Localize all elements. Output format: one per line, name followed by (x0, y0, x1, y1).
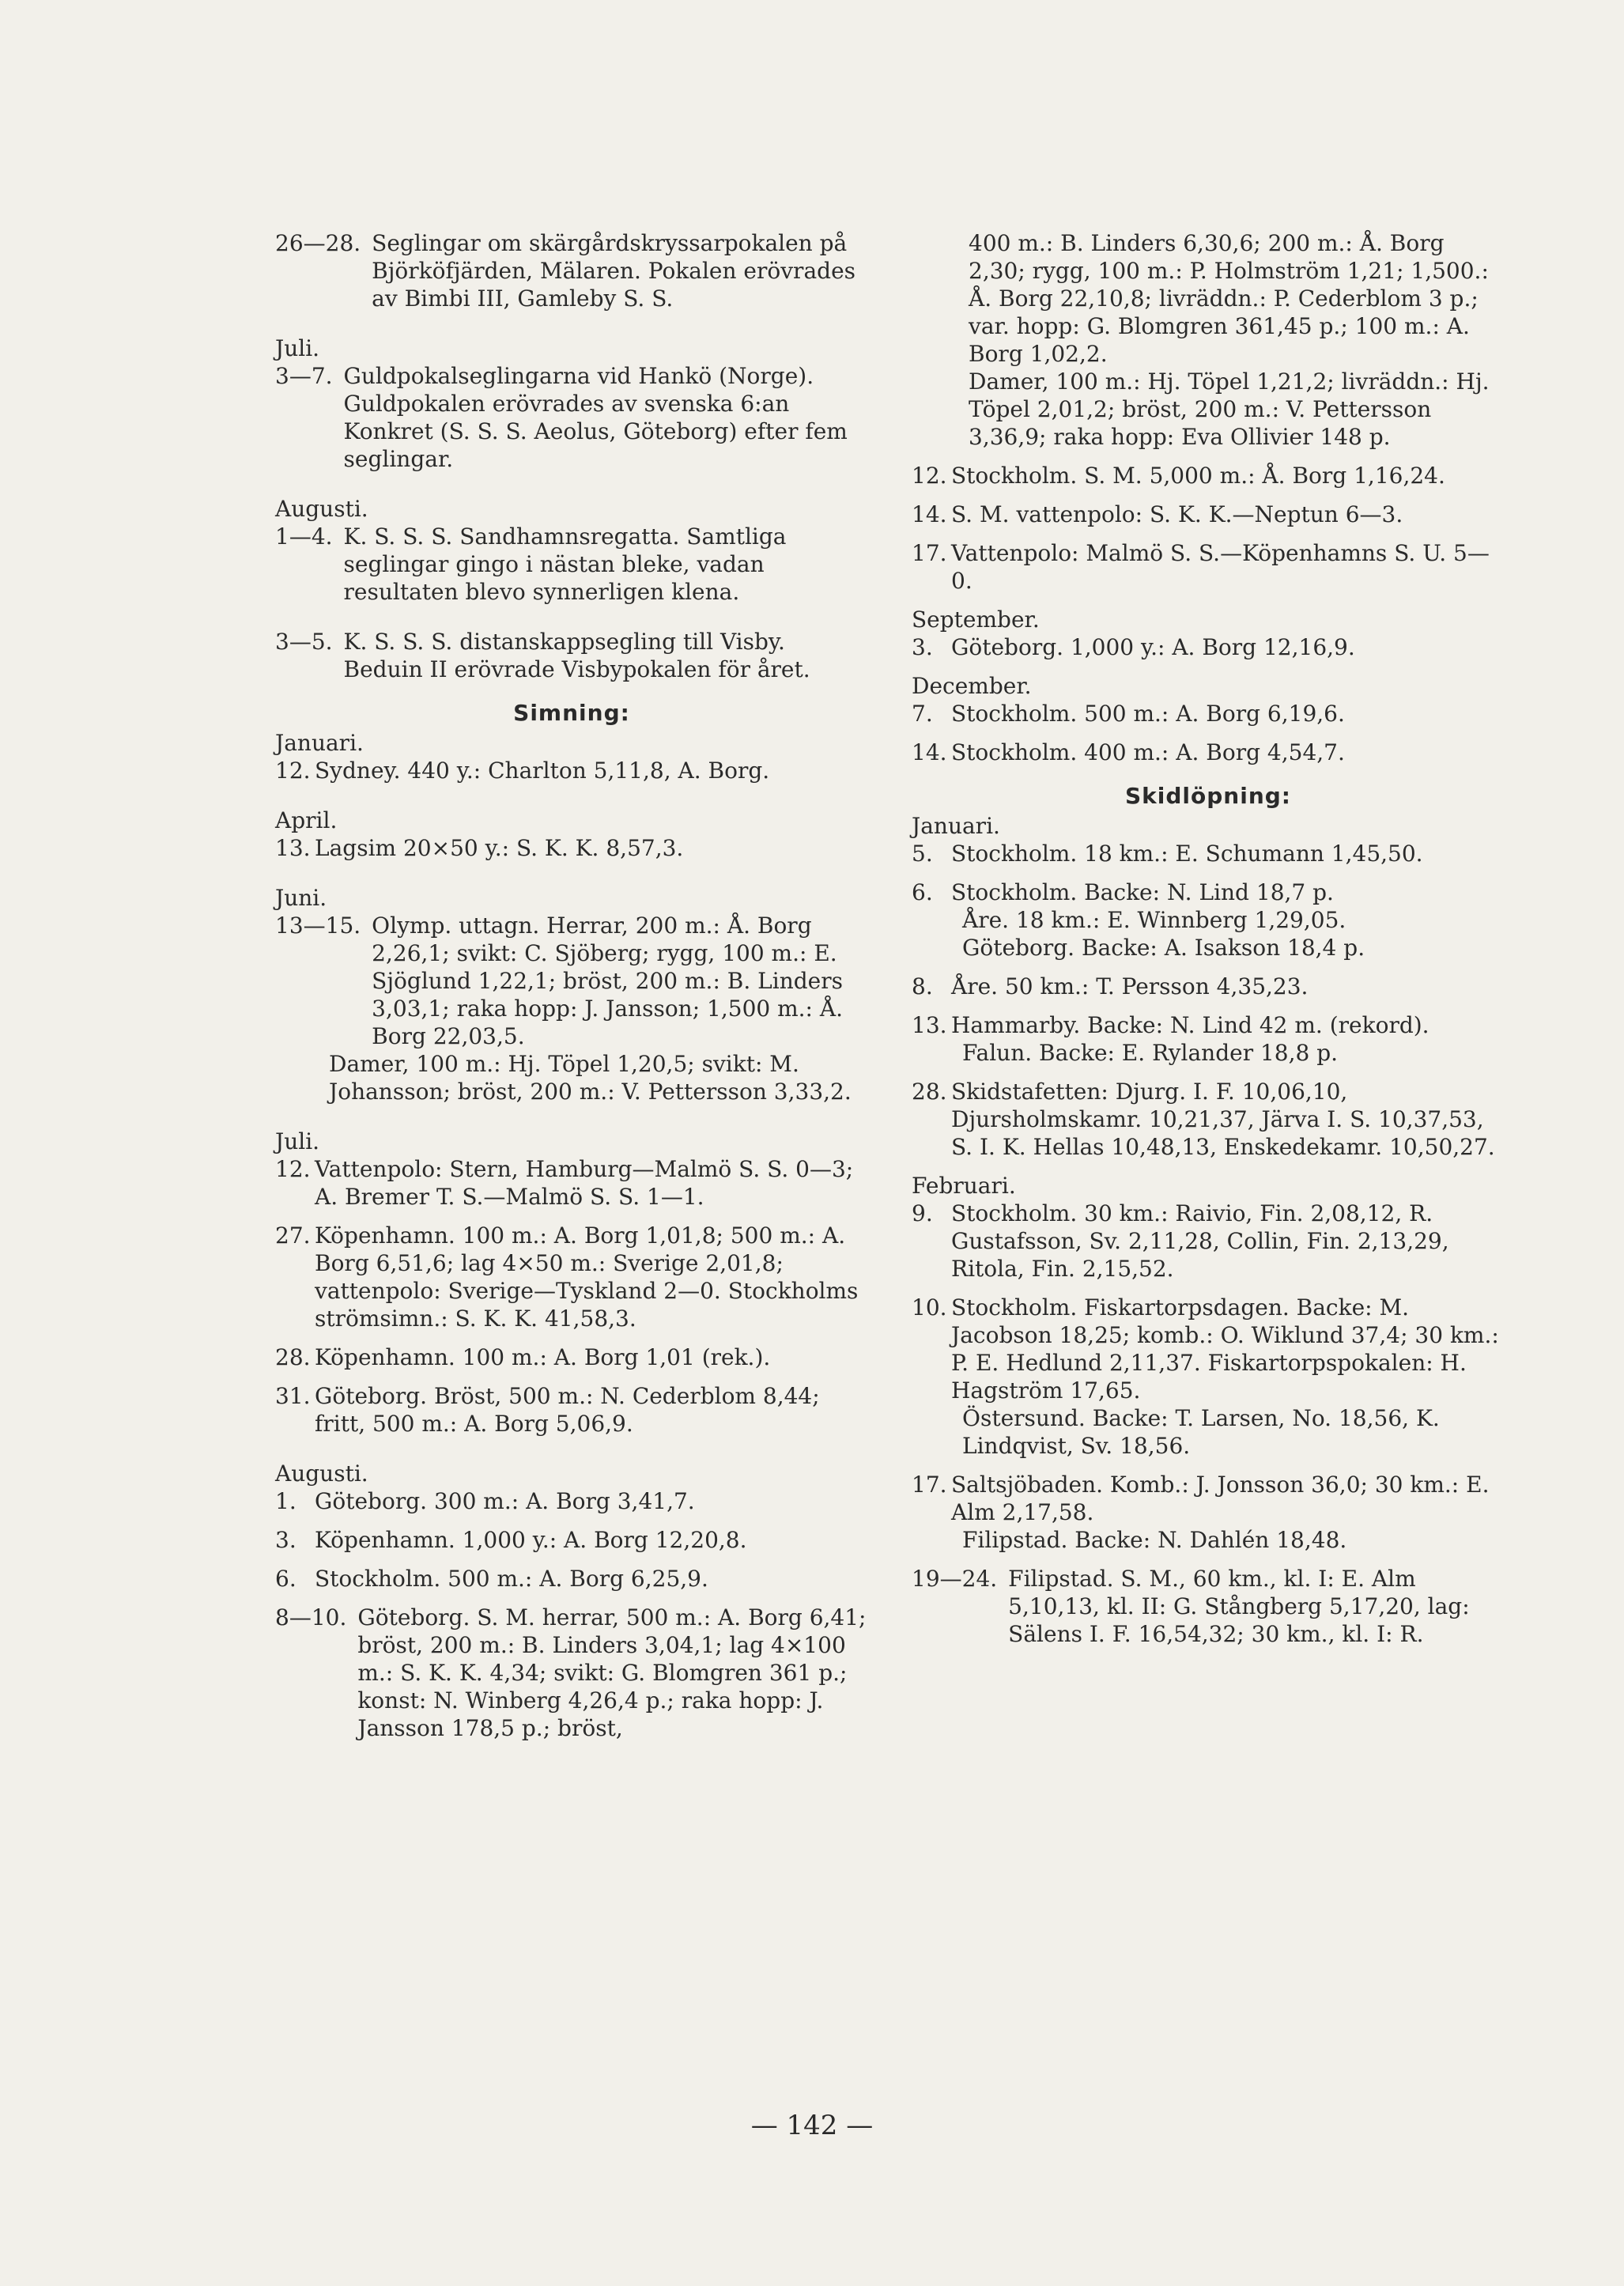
month-heading: December. (912, 673, 1032, 699)
entry-date: 12. (912, 463, 947, 489)
entry-date: 3—7. (275, 363, 333, 389)
entry-date: 17. (912, 1472, 947, 1498)
entry-text: Köpenhamn. 100 m.: A. Borg 1,01 (rek.). (315, 1344, 771, 1370)
entry-date: 13—15. (275, 913, 361, 939)
entry (912, 1471, 1505, 1526)
month-heading: Augusti. (275, 496, 368, 522)
month-heading: Juli. (275, 1128, 320, 1154)
entry-date: 9. (912, 1200, 933, 1226)
page-number: — 142 — (750, 2110, 874, 2141)
month-heading: Februari. (912, 1173, 1016, 1199)
entry-text: S. M. vattenpolo: S. K. K.—Neptun 6—3. (951, 501, 1403, 527)
entry-text: Göteborg. S. M. herrar, 500 m.: A. Borg 6,41; bröst, 200 m.: B. Linders 3,04,1; lag 4×100 m.: S. K. K. 4,34; svikt: G. Blomgren 361 p.; konst: N. Winberg 4,26,4 p.; raka hopp: J. Jansson 178,5 p.; bröst, (357, 1604, 867, 1741)
entry-date: 12. (275, 1156, 311, 1182)
section-heading-skidlopning: Skidlöpning: (1124, 783, 1291, 809)
entry (912, 501, 1505, 528)
entry-date: 12. (275, 758, 311, 784)
section-heading-simning: Simning: (513, 700, 630, 726)
entry (912, 1011, 1505, 1039)
entry-date: 1. (275, 1488, 296, 1514)
entry-text: Stockholm. Fiskartorpsdagen. Backe: M. Jacobson 18,25; komb.: O. Wiklund 37,4; 30 km.: P. E. Hedlund 2,11,37. Fiskartorpspokalen: H. Hagström 17,65. (951, 1294, 1499, 1404)
entry-text: Göteborg. 300 m.: A. Borg 3,41,7. (315, 1488, 695, 1514)
entry (275, 1604, 868, 1742)
entry-continuation: Östersund. Backe: T. Larsen, No. 18,56, K. Lindqvist, Sv. 18,56. (962, 1405, 1440, 1459)
entry-text: Olymp. uttagn. Herrar, 200 m.: Å. Borg 2,26,1; svikt: C. Sjöberg; rygg, 100 m.: E. Sjöglund 1,22,1; bröst, 200 m.: B. Linders 3,03,1; raka hopp: J. Jansson; 1,500 m.: Å. Borg 22,03,5. (372, 913, 844, 1049)
entry (912, 1565, 1505, 1648)
month-heading: September. (912, 606, 1040, 633)
entry-text: K. S. S. S. distanskappsegling till Visby. Beduin II erövrade Visbypokalen för året. (343, 629, 810, 682)
entry-date: 3. (275, 1527, 296, 1553)
entry-date: 13. (275, 835, 311, 861)
entry-text: Åre. 50 km.: T. Persson 4,35,23. (951, 973, 1309, 999)
entry (912, 1200, 1505, 1283)
entry (275, 523, 868, 606)
entry-date: 3. (912, 634, 933, 660)
entry (912, 840, 1505, 867)
entry (912, 1078, 1505, 1161)
month-heading: Juni. (275, 885, 327, 911)
entry (912, 539, 1505, 595)
entry (275, 362, 868, 473)
entry-text: Stockholm. 30 km.: Raivio, Fin. 2,08,12, R. Gustafsson, Sv. 2,11,28, Collin, Fin. 2,13,29, Ritola, Fin. 2,15,52. (951, 1200, 1449, 1282)
entry-date: 14. (912, 501, 947, 527)
entry-text: Stockholm. 500 m.: A. Borg 6,19,6. (951, 701, 1345, 727)
entry-text: Köpenhamn. 1,000 y.: A. Borg 12,20,8. (315, 1527, 747, 1553)
entry-text: Göteborg. 1,000 y.: A. Borg 12,16,9. (951, 634, 1355, 660)
month-heading: Augusti. (275, 1460, 368, 1487)
entry-text: Vattenpolo: Malmö S. S.—Köpenhamns S. U. 5—0. (951, 540, 1490, 594)
entry (275, 1222, 868, 1332)
left-column (275, 229, 868, 1742)
entry-date: 8—10. (275, 1604, 347, 1630)
entry-date: 19—24. (912, 1566, 998, 1592)
entry-text: Stockholm. S. M. 5,000 m.: Å. Borg 1,16,24. (951, 463, 1445, 489)
entry-text: Guldpokalseglingarna vid Hankö (Norge). Guldpokalen erövrades av svenska 6:an Konkret (S. S. S. Aeolus, Göteborg) efter fem seglingar. (343, 363, 848, 472)
entry-text: Stockholm. 400 m.: A. Borg 4,54,7. (951, 739, 1345, 765)
month-heading: Januari. (275, 730, 364, 756)
entry-text: Sydney. 440 y.: Charlton 5,11,8, A. Borg. (315, 758, 770, 784)
entry-date: 5. (912, 841, 933, 867)
month-heading: Januari. (912, 813, 1000, 839)
entry-date: 3—5. (275, 629, 333, 655)
entry-continuation: Åre. 18 km.: E. Winnberg 1,29,05. (962, 907, 1346, 933)
entry-date: 14. (912, 739, 947, 765)
entry-text: Skidstafetten: Djurg. I. F. 10,06,10, Djursholmskamr. 10,21,37, Järva I. S. 10,37,53, S. I. K. Hellas 10,48,13, Enskedekamr. 10,50,27. (951, 1079, 1495, 1160)
entry-text: Stockholm. Backe: N. Lind 18,7 p. (951, 879, 1334, 905)
month-heading: April. (275, 807, 338, 833)
entry (275, 628, 868, 683)
entry (275, 1487, 868, 1515)
entry-text: K. S. S. S. Sandhamnsregatta. Samtliga seglingar gingo i nästan bleke, vadan resultaten blevo synnerligen klena. (343, 523, 787, 605)
entry-continuation: 400 m.: B. Linders 6,30,6; 200 m.: Å. Borg 2,30; rygg, 100 m.: P. Holmström 1,21; 1,500.: Å. Borg 22,10,8; livräddn.: P. Cederblom 3 p.; var. hopp: G. Blomgren 361,45 p.; 100 m.: A. Borg 1,02,2. (969, 230, 1489, 367)
entry-text: Vattenpolo: Stern, Hamburg—Malmö S. S. 0—3; A. Bremer T. S.—Malmö S. S. 1—1. (315, 1156, 854, 1210)
entry-text: Göteborg. Bröst, 500 m.: N. Cederblom 8,44; fritt, 500 m.: A. Borg 5,06,9. (315, 1383, 820, 1437)
entry (912, 1294, 1505, 1404)
entry-text: Filipstad. S. M., 60 km., kl. I: E. Alm 5,10,13, kl. II: G. Stångberg 5,17,20, lag: Sälens I. F. 16,54,32; 30 km., kl. I: R. (1008, 1566, 1470, 1647)
entry (912, 973, 1505, 1000)
entry-date: 31. (275, 1383, 311, 1409)
entry (275, 757, 868, 784)
entry-text: Stockholm. 500 m.: A. Borg 6,25,9. (315, 1566, 708, 1592)
entry-date: 1—4. (275, 523, 333, 550)
month-heading: Juli. (275, 335, 320, 361)
entry-date: 28. (275, 1344, 311, 1370)
entry (912, 739, 1505, 766)
entry-date: 28. (912, 1079, 947, 1105)
entry (912, 462, 1505, 489)
right-column (912, 229, 1505, 1648)
entry-date: 10. (912, 1294, 947, 1321)
entry (275, 834, 868, 862)
entry-date: 13. (912, 1012, 947, 1038)
entry-text: Hammarby. Backe: N. Lind 42 m. (rekord). (951, 1012, 1429, 1038)
entry-date: 17. (912, 540, 947, 566)
entry-continuation: Damer, 100 m.: Hj. Töpel 1,21,2; livräddn.: Hj. Töpel 2,01,2; bröst, 200 m.: V. Pettersson 3,36,9; raka hopp: Eva Ollivier 148 p. (969, 368, 1490, 450)
entry-text: Köpenhamn. 100 m.: A. Borg 1,01,8; 500 m.: A. Borg 6,51,6; lag 4×50 m.: Sverige 2,01,8; vattenpolo: Sverige—Tyskland 2—0. Stockholms strömsimn.: S. K. K. 41,58,3. (315, 1222, 859, 1332)
entry (912, 700, 1505, 727)
entry-date: 6. (912, 879, 933, 905)
entry-text: Saltsjöbaden. Komb.: J. Jonsson 36,0; 30 km.: E. Alm 2,17,58. (951, 1472, 1490, 1525)
entry-date: 27. (275, 1222, 311, 1249)
entry-date: 7. (912, 701, 933, 727)
entry (275, 1565, 868, 1593)
entry-text: Stockholm. 18 km.: E. Schumann 1,45,50. (951, 841, 1423, 867)
entry (275, 1382, 868, 1438)
entry (275, 229, 868, 312)
entry-continuation: Falun. Backe: E. Rylander 18,8 p. (962, 1040, 1339, 1066)
entry (275, 1343, 868, 1371)
entry-continuation: Damer, 100 m.: Hj. Töpel 1,20,5; svikt: M. Johansson; bröst, 200 m.: V. Pettersson 3,33,2. (329, 1051, 852, 1105)
entry (912, 633, 1505, 661)
entry (275, 1526, 868, 1554)
entry (275, 1155, 868, 1211)
entry-date: 8. (912, 973, 933, 999)
entry-date: 6. (275, 1566, 296, 1592)
entry-continuation: Göteborg. Backe: A. Isakson 18,4 p. (962, 935, 1365, 961)
entry-continuation: Filipstad. Backe: N. Dahlén 18,48. (962, 1527, 1347, 1553)
entry (275, 912, 868, 1050)
entry-text: Seglingar om skärgårdskryssarpokalen på Björköfjärden, Mälaren. Pokalen erövrades av Bimbi III, Gamleby S. S. (372, 230, 856, 312)
entry-text: Lagsim 20×50 y.: S. K. K. 8,57,3. (315, 835, 684, 861)
entry (912, 879, 1505, 906)
entry-date: 26—28. (275, 230, 361, 256)
